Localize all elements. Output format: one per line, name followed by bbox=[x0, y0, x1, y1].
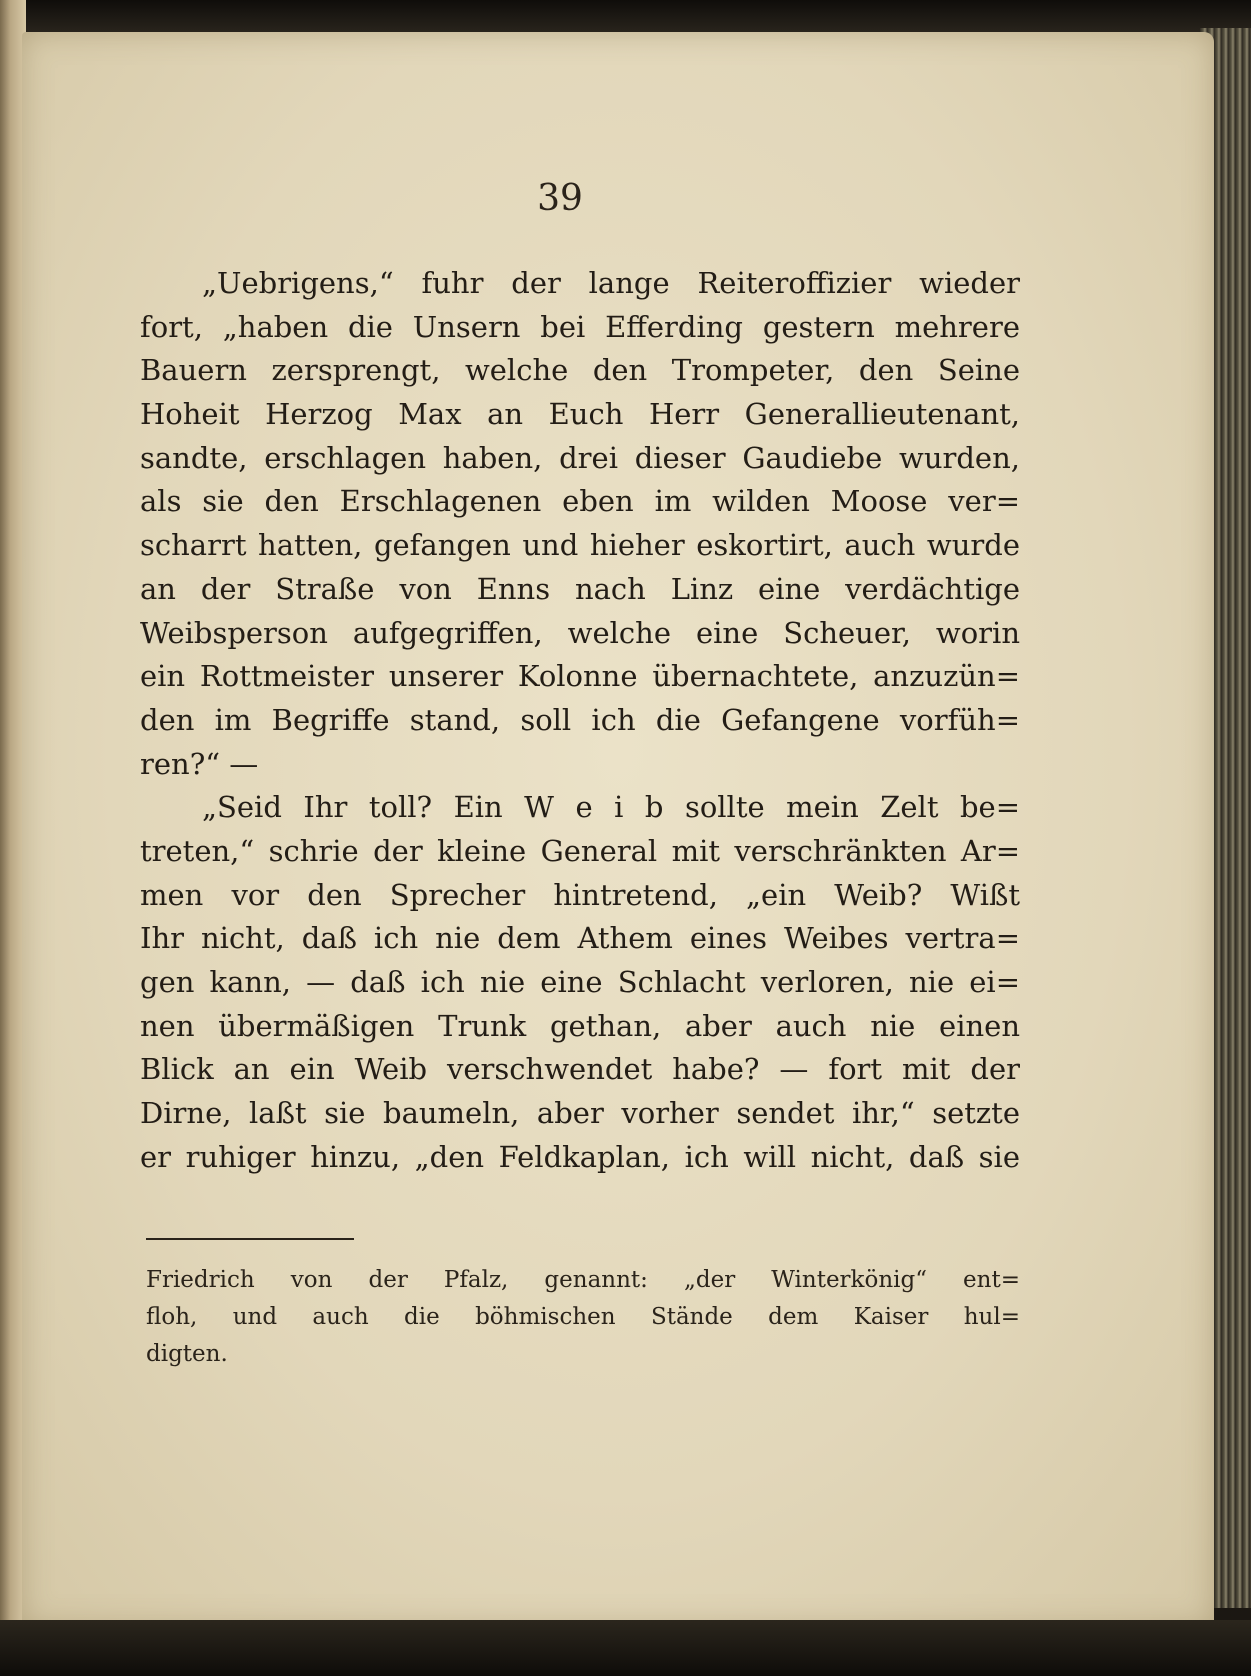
text-line: Hoheit Herzog Max an Euch Herr Generallieutenant, bbox=[140, 397, 1020, 432]
footnote-line: floh, und auch die böhmischen Stände dem Kaiser hul= bbox=[146, 1304, 1020, 1330]
text-line: an der Straße von Enns nach Linz eine verdächtige bbox=[140, 571, 1020, 606]
text-line: fort, „haben die Unsern bei Efferding gestern mehrere bbox=[140, 309, 1020, 344]
text-line: Bauern zersprengt, welche den Trompeter, den Seine bbox=[140, 353, 1020, 388]
text-line: er ruhiger hinzu, „den Feldkaplan, ich will nicht, daß sie bbox=[140, 1139, 1020, 1174]
text-line: ren?“ — bbox=[140, 746, 259, 781]
text-line: treten,“ schrie der kleine General mit verschränkten Ar= bbox=[140, 833, 1020, 868]
scan-background-bottom bbox=[0, 1620, 1251, 1676]
text-line: men vor den Sprecher hintretend, „ein Weib? Wißt bbox=[140, 877, 1020, 912]
text-line: sandte, erschlagen haben, drei dieser Gaudiebe wurden, bbox=[140, 440, 1020, 475]
body-text bbox=[140, 262, 1020, 1179]
page-number: 39 bbox=[537, 178, 583, 219]
text-line: den im Begriffe stand, soll ich die Gefangene vorfüh= bbox=[140, 702, 1020, 737]
text-line: Blick an ein Weib verschwendet habe? — fort mit der bbox=[140, 1052, 1020, 1087]
footnote bbox=[146, 1262, 1020, 1373]
footnote-divider bbox=[146, 1238, 354, 1240]
text-line: „Uebrigens,“ fuhr der lange Reiteroffizier wieder bbox=[202, 266, 1020, 300]
text-line: gen kann, — daß ich nie eine Schlacht verloren, nie ei= bbox=[140, 965, 1020, 999]
text-line: als sie den Erschlagenen eben im wilden Moose ver= bbox=[140, 484, 1020, 519]
scan-background-top bbox=[0, 0, 1251, 34]
text-line: „Seid Ihr toll? Ein W e i b sollte mein Zelt be= bbox=[202, 790, 1020, 825]
text-line: ein Rottmeister unserer Kolonne übernachtete, anzuzün= bbox=[140, 659, 1020, 694]
text-line: scharrt hatten, gefangen und hieher eskortirt, auch wurde bbox=[140, 528, 1020, 563]
text-line: Weibsperson aufgegriffen, welche eine Scheuer, worin bbox=[140, 615, 1020, 650]
text-line: nen übermäßigen Trunk gethan, aber auch nie einen bbox=[140, 1008, 1020, 1043]
footnote-line: digten. bbox=[146, 1341, 228, 1367]
text-line: Dirne, laßt sie baumeln, aber vorher sendet ihr,“ setzte bbox=[140, 1096, 1020, 1131]
footnote-line: Friedrich von der Pfalz, genannt: „der Winterkönig“ ent= bbox=[146, 1267, 1020, 1293]
text-line: Ihr nicht, daß ich nie dem Athem eines Weibes vertra= bbox=[140, 921, 1020, 956]
